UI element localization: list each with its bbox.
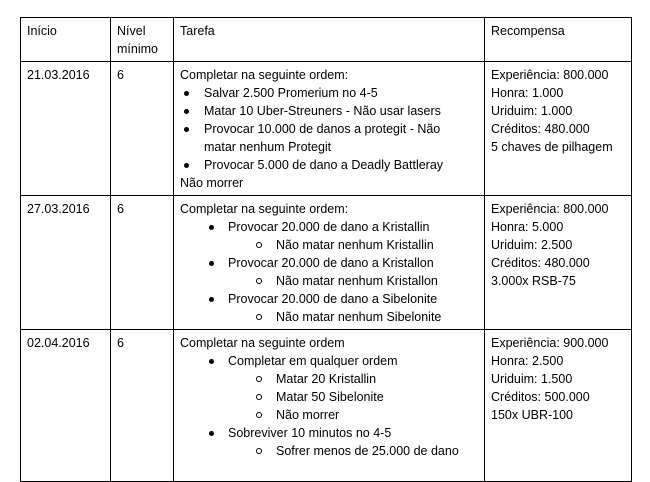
reward-item: 3.000x RSB-75 [491,274,576,288]
reward-item: Créditos: 480.000 [491,122,590,136]
table-row [21,62,632,196]
task-cell [174,196,485,330]
reward-item: Experiência: 800.000 [491,202,609,216]
reward-item: Experiência: 800.000 [491,68,609,82]
start-date: 02.04.2016 [21,330,111,482]
task-intro: Completar na seguinte ordem: [180,202,349,216]
reward-item: Experiência: 900.000 [491,336,609,350]
task-intro: Completar na seguinte ordem [180,336,345,350]
task-intro: Completar na seguinte ordem: [180,68,349,82]
task-sub-bullet: Não matar nenhum Kristallin [180,236,478,254]
header-task: Tarefa [174,18,485,62]
task-bullet: Provocar 20.000 de dano a Sibelonite [180,290,478,308]
reward-cell [485,62,632,196]
task-spacer [180,460,478,478]
min-level: 6 [111,330,174,482]
table-row [21,330,632,482]
task-sub-bullet: Matar 20 Kristallin [180,370,478,388]
reward-item: Honra: 1.000 [491,86,564,100]
quests-table [20,17,632,482]
header-reward: Recompensa [485,18,632,62]
reward-item: Uriduim: 1.500 [491,372,573,386]
task-sub-bullet: Sofrer menos de 25.000 de dano [180,442,478,460]
header-start: Início [21,18,111,62]
reward-cell [485,196,632,330]
task-cell [174,62,485,196]
task-sub-bullet: Não matar nenhum Sibelonite [180,308,478,326]
task-bullet: Provocar 5.000 de dano a Deadly Battleray [180,156,478,174]
min-level: 6 [111,62,174,196]
task-outro: Não morrer [180,176,244,190]
reward-item: Uriduim: 1.000 [491,104,573,118]
task-sub-bullet: Matar 50 Sibelonite [180,388,478,406]
reward-item: Honra: 2.500 [491,354,564,368]
table-row [21,196,632,330]
task-bullet: Matar 10 Uber-Streuners - Não usar lasers [180,102,478,120]
task-bullet: Completar em qualquer ordem [180,352,478,370]
reward-item: 5 chaves de pilhagem [491,140,613,154]
reward-item: Honra: 5.000 [491,220,564,234]
task-bullet: Provocar 10.000 de danos a protegit - Não [180,120,478,138]
header-level: Nível mínimo [111,18,174,62]
task-bullet: Salvar 2.500 Promerium no 4-5 [180,84,478,102]
task-bullet: Sobreviver 10 minutos no 4-5 [180,424,478,442]
task-bullet-continuation: matar nenhum Protegit [204,140,332,154]
task-bullet: Provocar 20.000 de dano a Kristallin [180,218,478,236]
reward-cell [485,330,632,482]
reward-item: Créditos: 500.000 [491,390,590,404]
reward-item: Uriduim: 2.500 [491,238,573,252]
task-cell [174,330,485,482]
task-sub-bullet: Não matar nenhum Kristallon [180,272,478,290]
min-level: 6 [111,196,174,330]
start-date: 27.03.2016 [21,196,111,330]
start-date: 21.03.2016 [21,62,111,196]
reward-item: Créditos: 480.000 [491,256,590,270]
reward-item: 150x UBR-100 [491,408,573,422]
task-sub-bullet: Não morrer [180,406,478,424]
header-row [21,18,632,62]
task-bullet: Provocar 20.000 de dano a Kristallon [180,254,478,272]
